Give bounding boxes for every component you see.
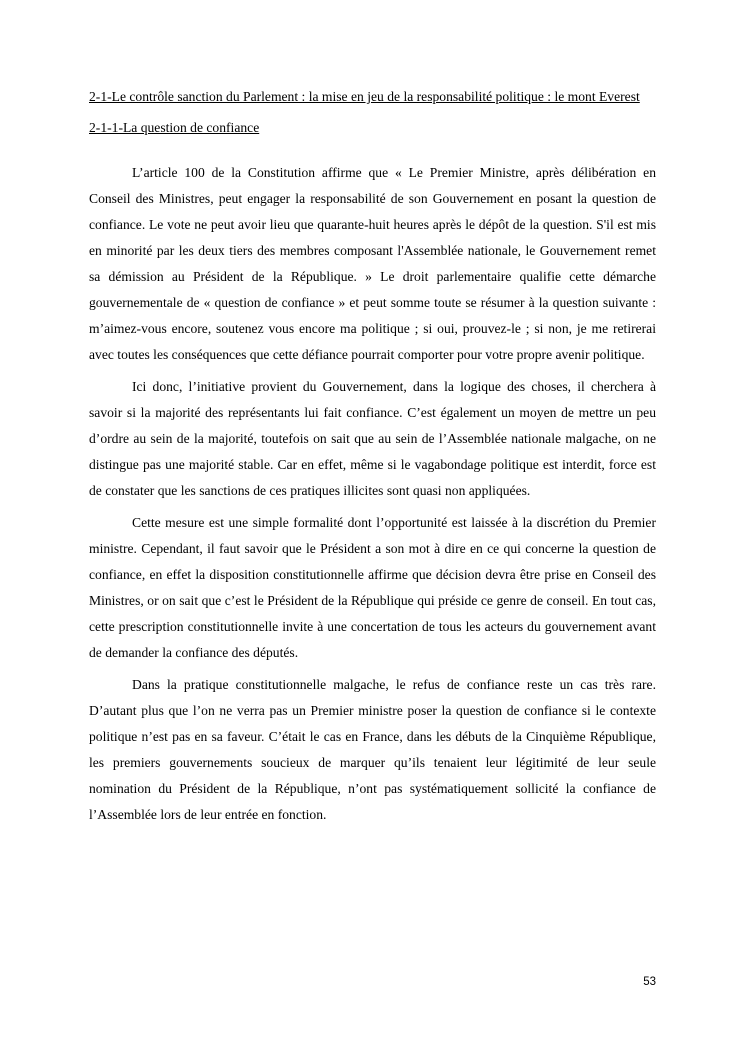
subsection-heading: 2-1-1-La question de confiance	[89, 120, 260, 135]
page-number: 53	[643, 976, 656, 988]
paragraph-2: Ici donc, l’initiative provient du Gouvernement, dans la logique des choses, il cherchera à savoir si la majorité des représentants lui fait confiance. C’est également un moyen de mettre un peu d’ordre au sein de la majorité, toutefois on sait que au sein de l’Assemblée nationale malgache, on ne distingue pas une majorité stable. Car en effet, même si le vagabondage politique est interdit, force est de constater que les sanctions de ces pratiques illicites sont quasi non appliquées.	[89, 379, 656, 498]
section-heading: 2-1-Le contrôle sanction du Parlement : la mise en jeu de la responsabilité politique : le mont Everest	[89, 89, 640, 104]
paragraph-3: Cette mesure est une simple formalité dont l’opportunité est laissée à la discrétion du Premier ministre. Cependant, il faut savoir que le Président a son mot à dire en ce qui concerne la question de confiance, en effet la disposition constitutionnelle affirme que décision devra être prise en Conseil des Ministres, or on sait que c’est le Président de la République qui préside ce genre de conseil. En tout cas, cette prescription constitutionnelle invite à une concertation de tous les acteurs du gouvernement avant de demander la confiance des députés.	[89, 515, 656, 660]
paragraph-1: L’article 100 de la Constitution affirme que « Le Premier Ministre, après délibération en Conseil des Ministres, peut engager la responsabilité de son Gouvernement en posant la question de confiance. Le vote ne peut avoir lieu que quarante-huit heures après le dépôt de la question. S'il est mis en minorité par les deux tiers des membres composant l'Assemblée nationale, le Gouvernement remet sa démission au Président de la République. » Le droit parlementaire qualifie cette démarche gouvernementale de « question de confiance » et peut somme toute se résumer à la question suivante : m’aimez-vous encore, soutenez vous encore ma politique ; si oui, prouvez-le ; si non, je me retirerai avec toutes les conséquences que cette défiance pourrait comporter pour votre propre avenir politique.	[89, 165, 656, 362]
page-content	[89, 88, 656, 834]
paragraph-4: Dans la pratique constitutionnelle malgache, le refus de confiance reste un cas très rare. D’autant plus que l’on ne verra pas un Premier ministre poser la question de confiance si le contexte politique n’est pas en sa faveur. C’était le cas en France, dans les débuts de la Cinquième République, les premiers gouvernements soucieux de marquer qu’ils tenaient leur légitimité de leur seule nomination du Président de la République, n’ont pas systématiquement sollicité la confiance de l’Assemblée lors de leur entrée en fonction.	[89, 677, 656, 822]
